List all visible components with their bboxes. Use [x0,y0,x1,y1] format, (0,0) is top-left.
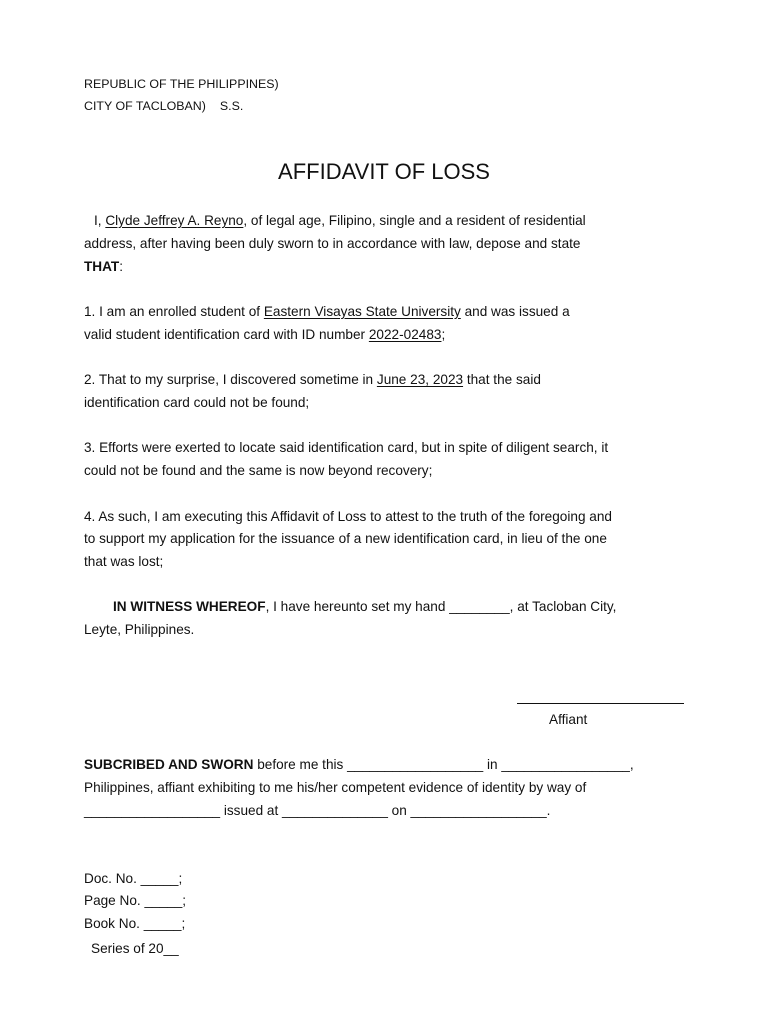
that-label: THAT [84,259,120,274]
student-id-number: 2022-02483 [368,327,442,342]
affiant-signature-line [517,703,684,704]
header-republic: REPUBLIC OF THE PHILIPPINES) [84,77,279,91]
witness-line-1: IN WITNESS WHEREOF, I have hereunto set my hand ________, at Tacloban City, [113,599,617,614]
intro-line-1 [84,213,685,229]
series-year: Series of 20__ [91,941,179,956]
intro-line1-rest: , of legal age, Filipino, single and a resident of residential [243,213,586,228]
witness-label: IN WITNESS WHEREOF [113,599,266,614]
doc-number: Doc. No. _____; [84,871,183,886]
header-city-line [84,98,243,114]
item1-line-1: 1. I am an enrolled student of Eastern Visayas State University and was issued a [84,304,570,319]
witness-line-2: Leyte, Philippines. [84,622,195,637]
item3-line-2: could not be found and the same is now beyond recovery; [84,463,433,478]
loss-date: June 23, 2023 [376,372,464,387]
jurat-line-1: SUBCRIBED AND SWORN before me this __________________ in _________________, [84,757,634,772]
item2-line-1: 2. That to my surprise, I discovered sometime in June 23, 2023 that the said [84,372,541,387]
header-ss: S.S. [219,99,244,113]
intro-line-3: THAT: [84,259,124,274]
item1-line-2: valid student identification card with ID number 2022-02483; [84,327,446,342]
item3-line-1: 3. Efforts were exerted to locate said identification card, but in spite of diligent search, it [84,440,609,455]
affiant-label: Affiant [549,712,588,727]
intro-line-2: address, after having been duly sworn to in accordance with law, depose and state [84,236,581,251]
item2-line-2: identification card could not be found; [84,395,310,410]
item4-line-1: 4. As such, I am executing this Affidavit of Loss to attest to the truth of the foregoing and [84,509,612,524]
jurat-line-2: Philippines, affiant exhibiting to me his/her competent evidence of identity by way of [84,780,587,795]
book-number: Book No. _____; [84,916,186,931]
affiant-name: Clyde Jeffrey A. Reyno [105,213,244,228]
jurat-label: SUBCRIBED AND SWORN [84,757,254,772]
item4-line-2: to support my application for the issuance of a new identification card, in lieu of the one [84,531,607,546]
jurat-line-3: __________________ issued at ______________ on __________________. [84,803,551,818]
document-title: AFFIDAVIT OF LOSS [278,159,490,184]
university-name: Eastern Visayas State University [263,304,461,319]
intro-prefix: I, [94,213,102,228]
page-number: Page No. _____; [84,893,187,908]
item4-line-3: that was lost; [84,554,164,569]
header-city: CITY OF TACLOBAN) [84,99,206,113]
